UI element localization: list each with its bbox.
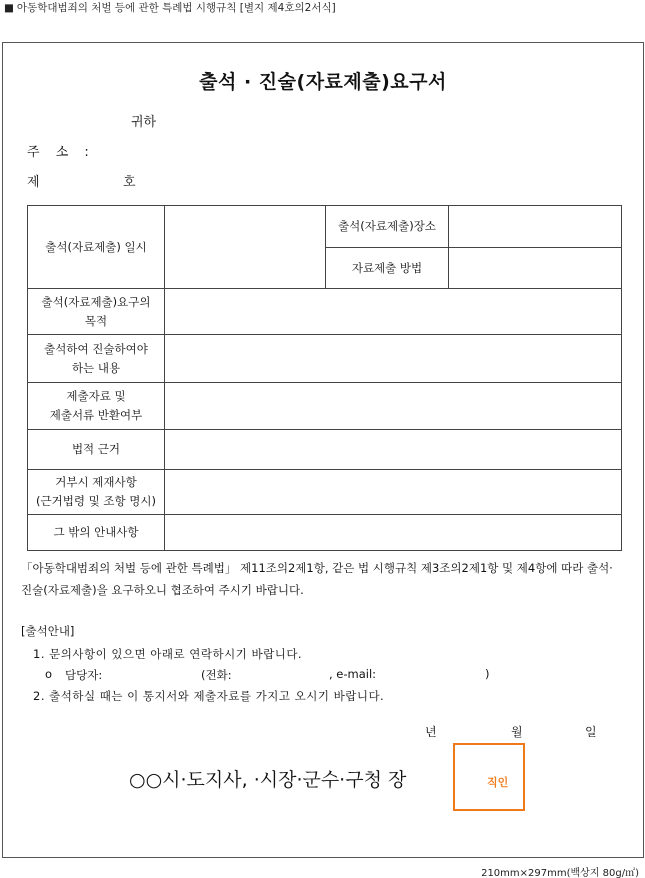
form-reference-header bbox=[4, 0, 336, 15]
request-details-table bbox=[27, 205, 622, 551]
datetime-field[interactable] bbox=[165, 206, 326, 289]
refusal-sanction-field[interactable] bbox=[165, 470, 622, 515]
number-suffix: 호 bbox=[123, 175, 136, 190]
paper-size-note: 210mm×297mm(백상지 80g/㎡) bbox=[481, 868, 639, 878]
guide-heading: [출석안내] bbox=[21, 624, 75, 638]
form-frame bbox=[2, 42, 644, 858]
form-title: 출석 · 진술(자료제출)요구서 bbox=[199, 71, 447, 93]
date-year: 년 bbox=[425, 725, 437, 739]
purpose-field[interactable] bbox=[165, 289, 622, 335]
documents-label: 제출자료 및 제출서류 반환여부 bbox=[28, 383, 165, 430]
notice-paragraph: 「아동학대범죄의 처벌 등에 관한 특례법」 제11조의2제1항, 같은 법 시행규칙 제3조의2제1항 및 제4항에 따라 출석·진술(자료제출)을 요구하오니 협조하여 주시기 바랍니다. bbox=[21, 561, 613, 597]
document-number bbox=[27, 171, 147, 190]
legal-basis-field[interactable] bbox=[165, 430, 622, 470]
content-field[interactable] bbox=[165, 335, 622, 383]
place-field[interactable] bbox=[449, 206, 622, 248]
official-seal-label: 직인 bbox=[487, 776, 509, 789]
square-bullet-icon: ■ bbox=[4, 2, 14, 14]
other-info-field[interactable] bbox=[165, 515, 622, 551]
contact-close: ) bbox=[485, 667, 490, 681]
contact-line bbox=[45, 667, 505, 683]
address-label: 주 소 : bbox=[27, 145, 95, 160]
number-prefix: 제 bbox=[27, 175, 40, 190]
date-month: 월 bbox=[511, 725, 523, 739]
recipient-suffix: 귀하 bbox=[131, 115, 157, 130]
guide-item-1: 1. 문의사항이 있으면 아래로 연락하시기 바랍니다. bbox=[33, 647, 303, 661]
refusal-sanction-label: 거부시 제재사항 (근거법령 및 조항 명시) bbox=[28, 470, 165, 515]
content-label: 출석하여 진술하여야 하는 내용 bbox=[28, 335, 165, 383]
date-day: 일 bbox=[585, 725, 597, 739]
issuer-title: ○○시·도지사, ·시장·군수·구청 장 bbox=[129, 769, 407, 791]
contact-phone-label: (전화: bbox=[201, 668, 232, 682]
guide-item-2: 2. 출석하실 때는 이 통지서와 제출자료를 가지고 오시기 바랍니다. bbox=[33, 689, 385, 703]
datetime-label: 출석(자료제출) 일시 bbox=[28, 206, 165, 289]
legal-basis-label: 법적 근거 bbox=[28, 430, 165, 470]
contact-bullet: o bbox=[45, 667, 53, 681]
other-info-label: 그 밖의 안내사항 bbox=[28, 515, 165, 551]
method-field[interactable] bbox=[449, 248, 622, 289]
documents-field[interactable] bbox=[165, 383, 622, 430]
issue-date bbox=[413, 723, 603, 739]
method-label: 자료제출 방법 bbox=[326, 248, 449, 289]
contact-person-label: 담당자: bbox=[65, 668, 103, 682]
form-reference-text: 아동학대범죄의 처벌 등에 관한 특례법 시행규칙 [별지 제4호의2서식] bbox=[16, 2, 336, 14]
purpose-label: 출석(자료제출)요구의 목적 bbox=[28, 289, 165, 335]
place-label: 출석(자료제출)장소 bbox=[326, 206, 449, 248]
contact-email-label: , e-mail: bbox=[329, 667, 377, 681]
